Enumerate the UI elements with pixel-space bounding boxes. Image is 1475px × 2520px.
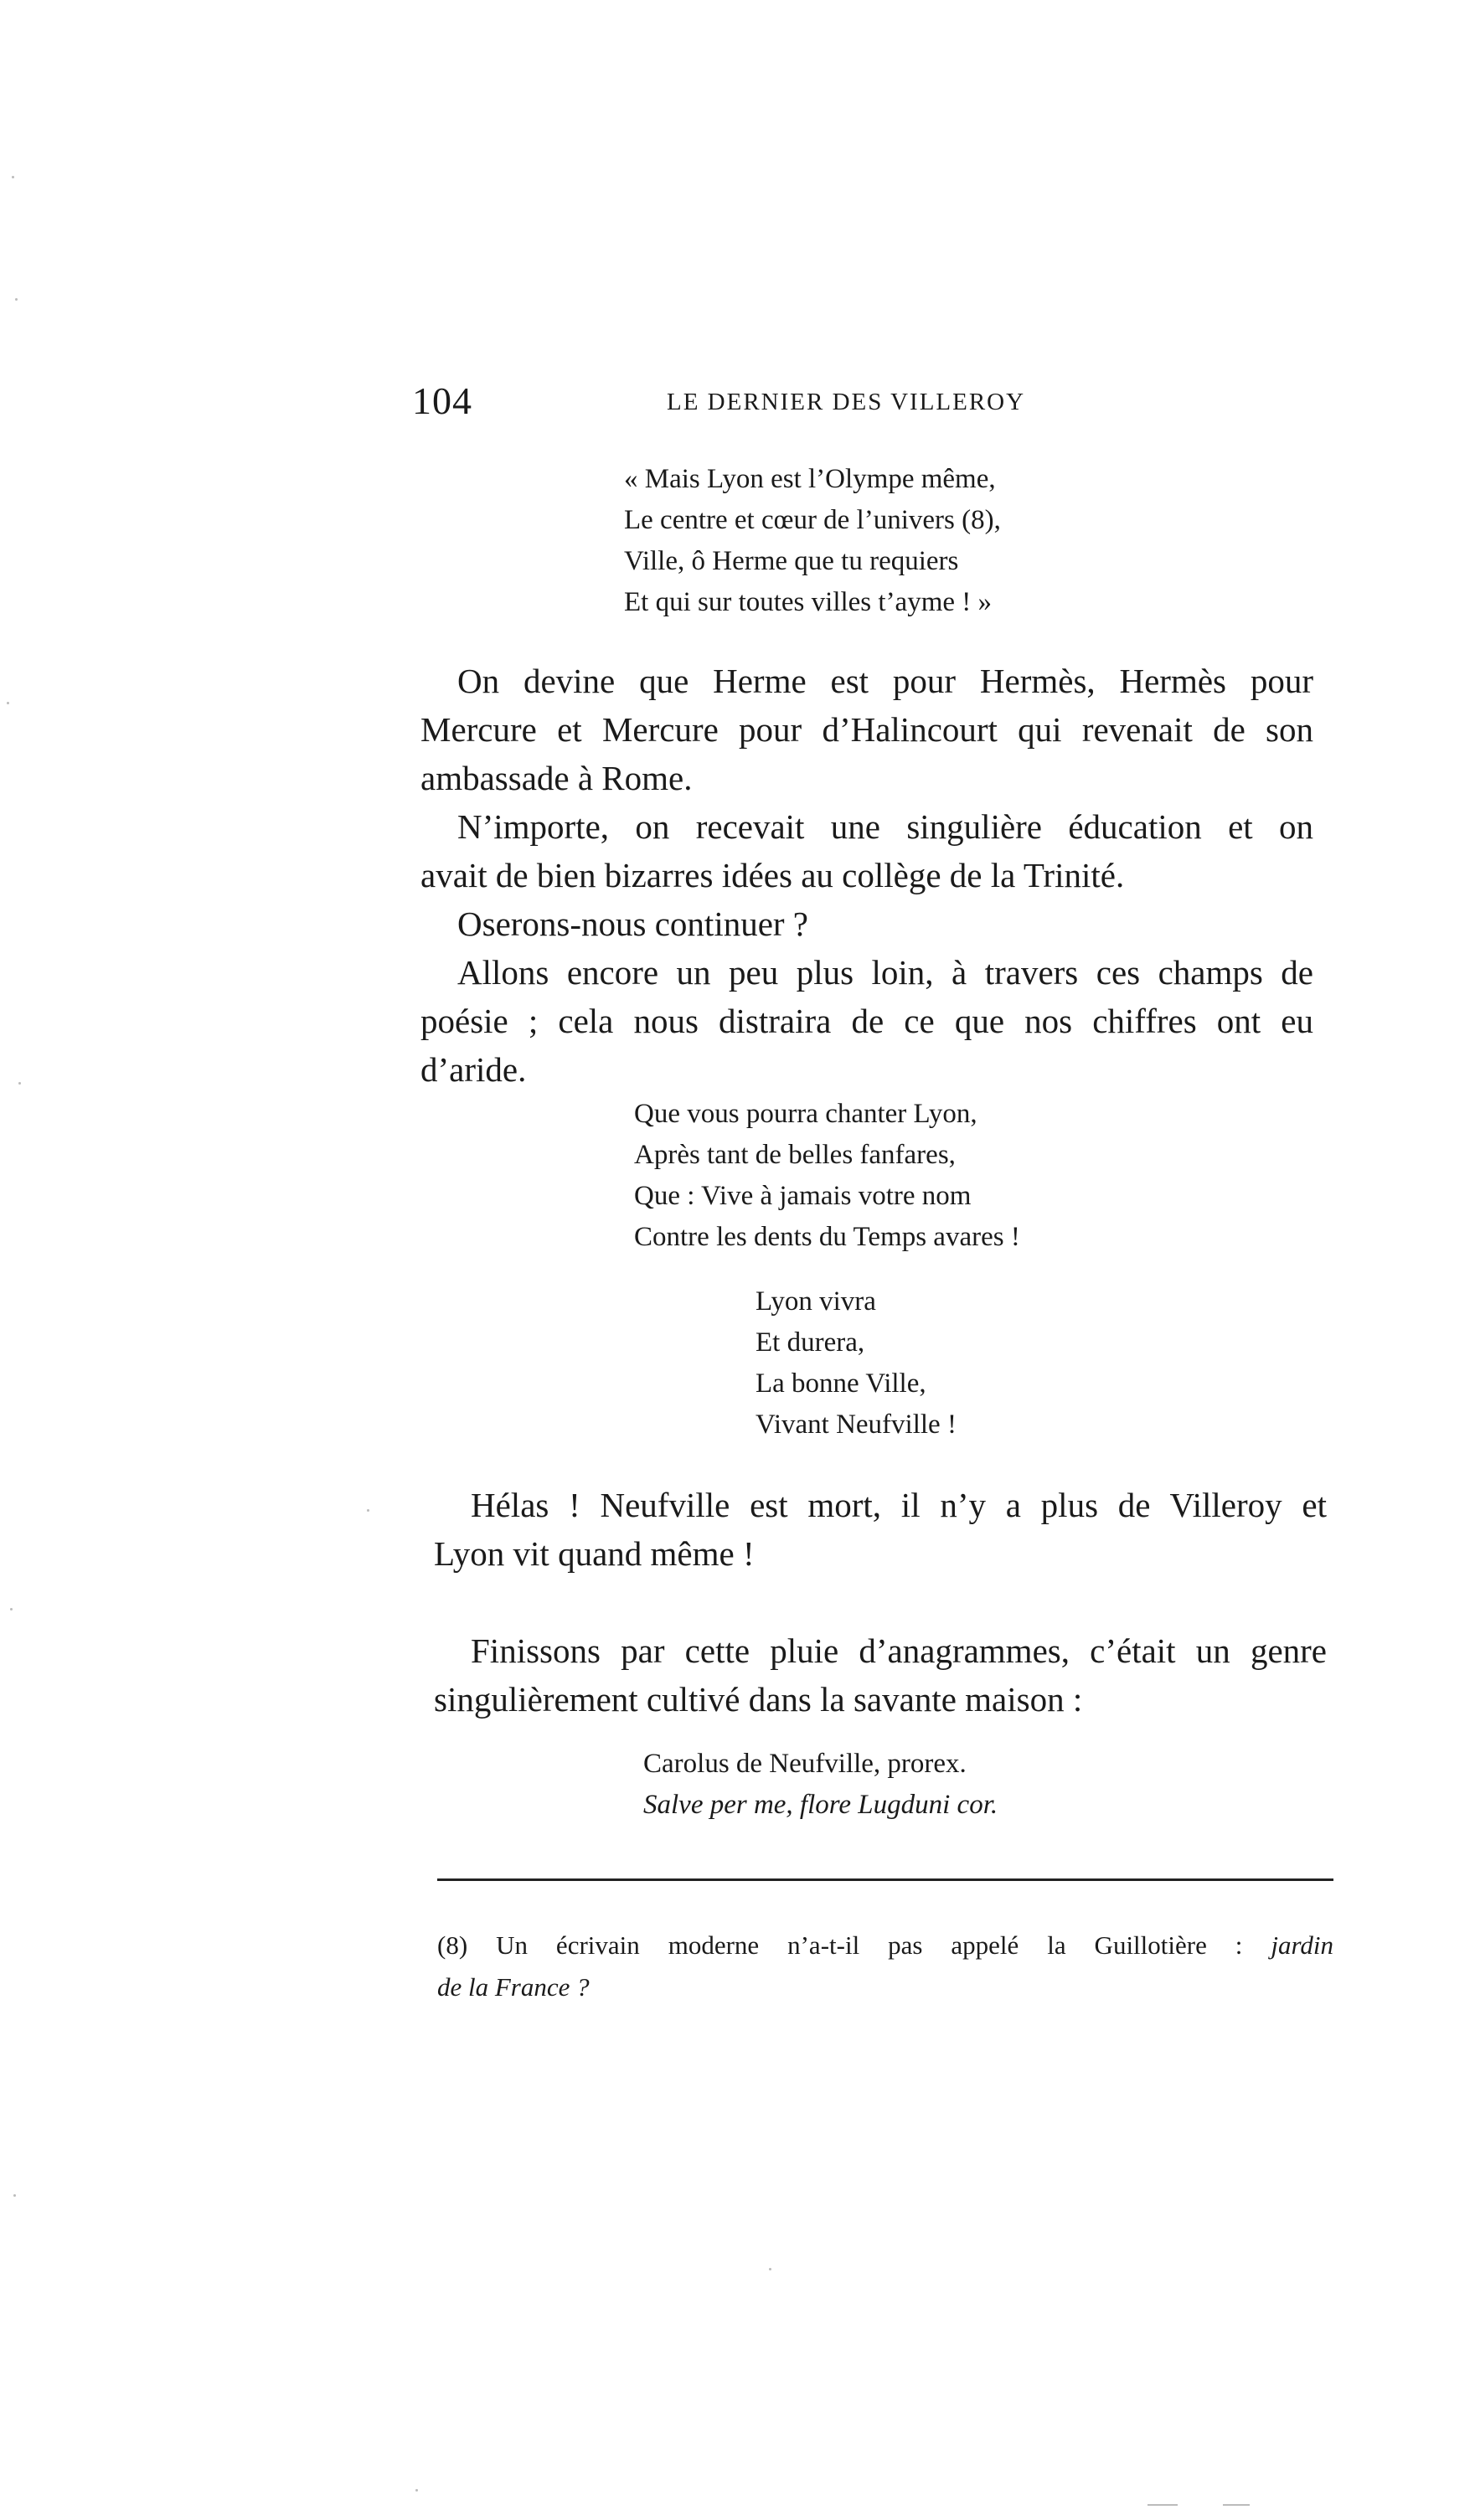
scan-speck (15, 298, 18, 301)
verse-line: Que : Vive à jamais votre nom (634, 1181, 972, 1211)
text-line: Oserons-nous continuer ? (457, 904, 809, 943)
footnote-italic: jardin (1271, 1930, 1333, 1960)
scan-speck (367, 1509, 369, 1512)
verse-line: Que vous pourra chanter Lyon, (634, 1099, 977, 1129)
verse-block-1 (624, 459, 1001, 623)
footnote-rule (437, 1878, 1333, 1881)
text-line: N’importe, on recevait une singulière éducation et on (457, 807, 1313, 846)
scan-speck (769, 2268, 771, 2270)
footnote-line (437, 1925, 1333, 1966)
text-line: On devine que Herme est pour Hermès, Hermès pour (457, 662, 1313, 700)
scan-speck (415, 2489, 418, 2492)
text-line: Lyon vit quand même ! (434, 1534, 755, 1573)
anagram-line: Carolus de Neufville, prorex. (643, 1749, 967, 1779)
scan-speck (1148, 2504, 1178, 2506)
verse-line: Lyon vivra (756, 1286, 876, 1317)
text-line: avait de bien bizarres idées au collège de la Trinité. (420, 856, 1125, 894)
anagram-line-italic: Salve per me, flore Lugduni cor. (643, 1790, 998, 1820)
scan-speck (12, 176, 14, 178)
paragraph-block-3 (434, 1626, 1327, 1724)
verse-line: Et durera, (756, 1327, 865, 1358)
verse-block-3 (756, 1281, 957, 1446)
verse-line: Après tant de belles fanfares, (634, 1140, 956, 1170)
footnote (437, 1925, 1333, 2008)
scan-speck (10, 1608, 13, 1610)
scan-speck (1223, 2504, 1250, 2506)
text-line: d’aride. (420, 1050, 527, 1089)
footnote-text: (8) Un écrivain moderne n’a-t-il pas appelé la Guillotière : (437, 1930, 1271, 1960)
text-line: Mercure et Mercure pour d’Halincourt qui revenait de son (420, 710, 1313, 749)
anagram-block (643, 1744, 998, 1826)
verse-line: Le centre et cœur de l’univers (8), (624, 505, 1001, 535)
footnote-italic-line: de la France ? (437, 1972, 590, 2002)
scan-speck (18, 1082, 21, 1085)
page-number: 104 (412, 379, 472, 422)
scan-speck (13, 2194, 16, 2197)
verse-line: La bonne Ville, (756, 1368, 926, 1399)
verse-line: Contre les dents du Temps avares ! (634, 1222, 1020, 1252)
running-title: LE DERNIER DES VILLEROY (667, 389, 1026, 415)
verse-block-2 (634, 1094, 1020, 1258)
verse-line: Et qui sur toutes villes t’ayme ! » (624, 587, 993, 617)
paragraph-block-1 (420, 657, 1313, 1094)
text-line: poésie ; cela nous distraira de ce que nos chiffres ont eu (420, 1002, 1313, 1040)
verse-line: Ville, ô Herme que tu requiers (624, 546, 959, 576)
scan-speck (7, 702, 9, 704)
paragraph-block-2 (434, 1481, 1327, 1578)
text-line: singulièrement cultivé dans la savante maison : (434, 1680, 1083, 1719)
verse-line: « Mais Lyon est l’Olympe même, (624, 464, 996, 494)
text-line: Hélas ! Neufville est mort, il n’y a plus de Villeroy et (471, 1486, 1327, 1524)
text-line: ambassade à Rome. (420, 759, 693, 797)
text-line: Allons encore un peu plus loin, à travers ces champs de (457, 953, 1313, 992)
verse-line: Vivant Neufville ! (756, 1409, 957, 1440)
text-line: Finissons par cette pluie d’anagrammes, c’était un genre (471, 1631, 1327, 1670)
